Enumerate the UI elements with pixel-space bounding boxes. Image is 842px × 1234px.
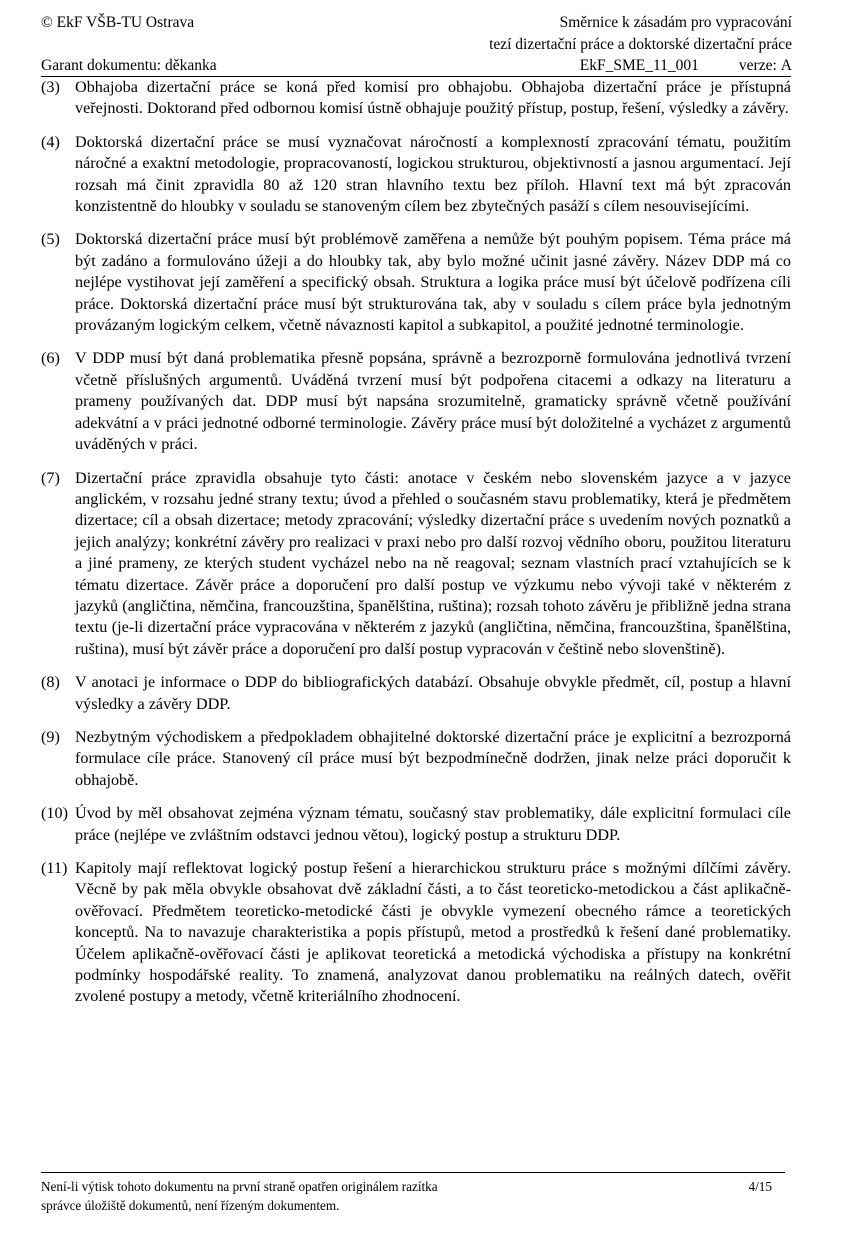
paragraph-number: (5)	[41, 230, 60, 249]
page-number: 4/15	[748, 1179, 772, 1194]
paragraph-11	[41, 858, 791, 1008]
paragraph-10	[41, 803, 791, 846]
document-body	[41, 77, 791, 1020]
paragraph-number: (8)	[41, 673, 60, 692]
paragraph-number: (6)	[41, 349, 60, 368]
paragraph-9	[41, 727, 791, 791]
paragraph-4	[41, 132, 791, 218]
paragraph-text: V anotaci je informace o DDP do bibliografických databází. Obsahuje obvykle předmět, cíl, postup a hlavní výsledky a závěry DDP.	[75, 673, 791, 713]
paragraph-5	[41, 229, 791, 336]
document-title-line1: Směrnice k zásadám pro vypracování	[559, 14, 792, 31]
document-guarantor: Garant dokumentu: děkanka	[41, 57, 217, 74]
paragraph-number: (3)	[41, 78, 60, 96]
footer-divider	[41, 1172, 785, 1173]
copyright-notice: © EkF VŠB-TU Ostrava	[41, 14, 195, 31]
paragraph-text: V DDP musí být daná problematika přesně popsána, správně a bezrozporně formulována jednotlivá tvrzení včetně příslušných argumentů. Uváděná tvrzení musí být podpořena citacemi a odkazy na literaturu a prameny používaných dat. DDP musí být napsána srozumitelně, gramaticky správně včetně používání adekvátní a v práci jednotné odborné terminologie. Závěry práce musí být doložitelné a vycházet z argumentů uváděných v práci.	[75, 349, 791, 454]
document-code: EkF_SME_11_001	[579, 57, 699, 74]
paragraph-text: Nezbytným východiskem a předpokladem obhajitelné doktorské dizertační práce je explicitní a bezrozporná formulace cíle práce. Stanovený cíl práce musí být bezpodmínečně dodržen, jinak nelze práci doporučit k obhajobě.	[75, 727, 791, 789]
paragraph-number: (11)	[41, 859, 68, 877]
paragraph-text: Doktorská dizertační práce musí být problémově zaměřena a nemůže být pouhým popisem. Téma práce má být zadáno a formulováno úžeji a do hloubky tak, aby bylo možné učinit jasné závěry. Název DDP má co nejlépe vystihovat její zaměření a specifický obsah. Struktura a logika práce musí být účelově podřízena cíli práce. Doktorská dizertační práce musí být strukturována tak, aby v souladu s cílem práce byla jednotným provázaným logickým celkem, včetně návaznosti kapitol a subkapitol, a použité jednotné terminologie.	[75, 230, 791, 335]
paragraph-text: Doktorská dizertační práce se musí vyznačovat náročností a komplexností zpracování tématu, použitím náročné a exaktní metodologie, propracovaností, logickou strukturou, objektivností a jasnou argumentací. Její rozsah má činit zpravidla 80 až 120 stran hlavního textu bez příloh. Hlavní text má být zpracován konzistentně do hloubky v souladu se stanoveným cílem bez zbytečných pasáží s cílem nesouvisejícími.	[75, 132, 791, 216]
paragraph-text: Obhajoba dizertační práce se koná před komisí pro obhajobu. Obhajoba dizertační práce je přístupná veřejnosti. Doktorand před odbornou komisí ústně obhajuje použitý přístup, postup, řešení, výsledky a závěry.	[75, 78, 791, 118]
paragraph-text: Kapitoly mají reflektovat logický postup řešení a hierarchickou strukturu práce s možnými dílčími závěry. Věcně by pak měla obvykle obsahovat dvě základní části, a to část teoreticko-metodickou a část aplikačně-ověřovací. Předmětem teoreticko-metodické části je obvykle vymezení obecného rámce a teoretických konceptů. Na to navazuje charakteristika a popis přístupů, metod a prostředků k řešení dané problematiky. Účelem aplikačně-ověřovací části je aplikovat teoretická a metodická východiska a přístupy na konkrétní podmínky hospodářské reality. To znamená, analyzovat danou problematiku na reálných datech, ověřit zvolené postupy a metody, včetně kriteriálního zhodnocení.	[75, 859, 791, 1006]
document-title-line2: tezí dizertační práce a doktorské dizertační práce	[489, 36, 792, 53]
footer-notice-line1: Není-li výtisk tohoto dokumentu na první straně opatřen originálem razítka	[41, 1179, 438, 1194]
paragraph-number: (10)	[41, 804, 68, 823]
paragraph-6	[41, 348, 791, 455]
footer-notice-line2: správce úložiště dokumentů, není řízeným dokumentem.	[41, 1198, 340, 1213]
paragraph-text: Úvod by měl obsahovat zejména význam tématu, současný stav problematiky, dále explicitní formulaci cíle práce (nejlépe ve zvláštním odstavci jednou větou), logický postup a strukturu DDP.	[75, 804, 791, 844]
paragraph-8	[41, 672, 791, 715]
paragraph-number: (9)	[41, 727, 60, 746]
paragraph-number: (7)	[41, 468, 60, 487]
paragraph-3	[41, 77, 791, 120]
paragraph-text: Dizertační práce zpravidla obsahuje tyto části: anotace v českém nebo slovenském jazyce a v jazyce anglickém, v rozsahu jedné strany textu; úvod a přehled o současném stavu problematiky, která je předmětem dizertace; cíl a obsah dizertace; metody zpracování; výsledky dizertační práce s uvedením nových poznatků a jejich analýzy; konkrétní závěry pro realizaci v praxi nebo pro další rozvoj vědního oboru, použitou literaturu a jiné prameny, ze kterých student vycházel nebo na ně reagoval; seznam vlastních prací vztahujících se k tématu dizertace. Závěr práce a doporučení pro další postup ve výzkumu nebo vývoji také v některém z jazyků (angličtina, němčina, francouzština, španělština, ruština); rozsah tohoto závěru je přibližně jedna strana textu (je-li dizertační práce vypracována v některém z jazyků (angličtina, němčina, francouzština, španělština, ruština), musí být závěr práce a doporučení pro další postup vypracován v češtině nebo slovenštině).	[75, 468, 791, 658]
document-id	[580, 56, 792, 76]
paragraph-7	[41, 468, 791, 661]
document-version: verze: A	[738, 57, 792, 74]
paragraph-number: (4)	[41, 132, 60, 151]
